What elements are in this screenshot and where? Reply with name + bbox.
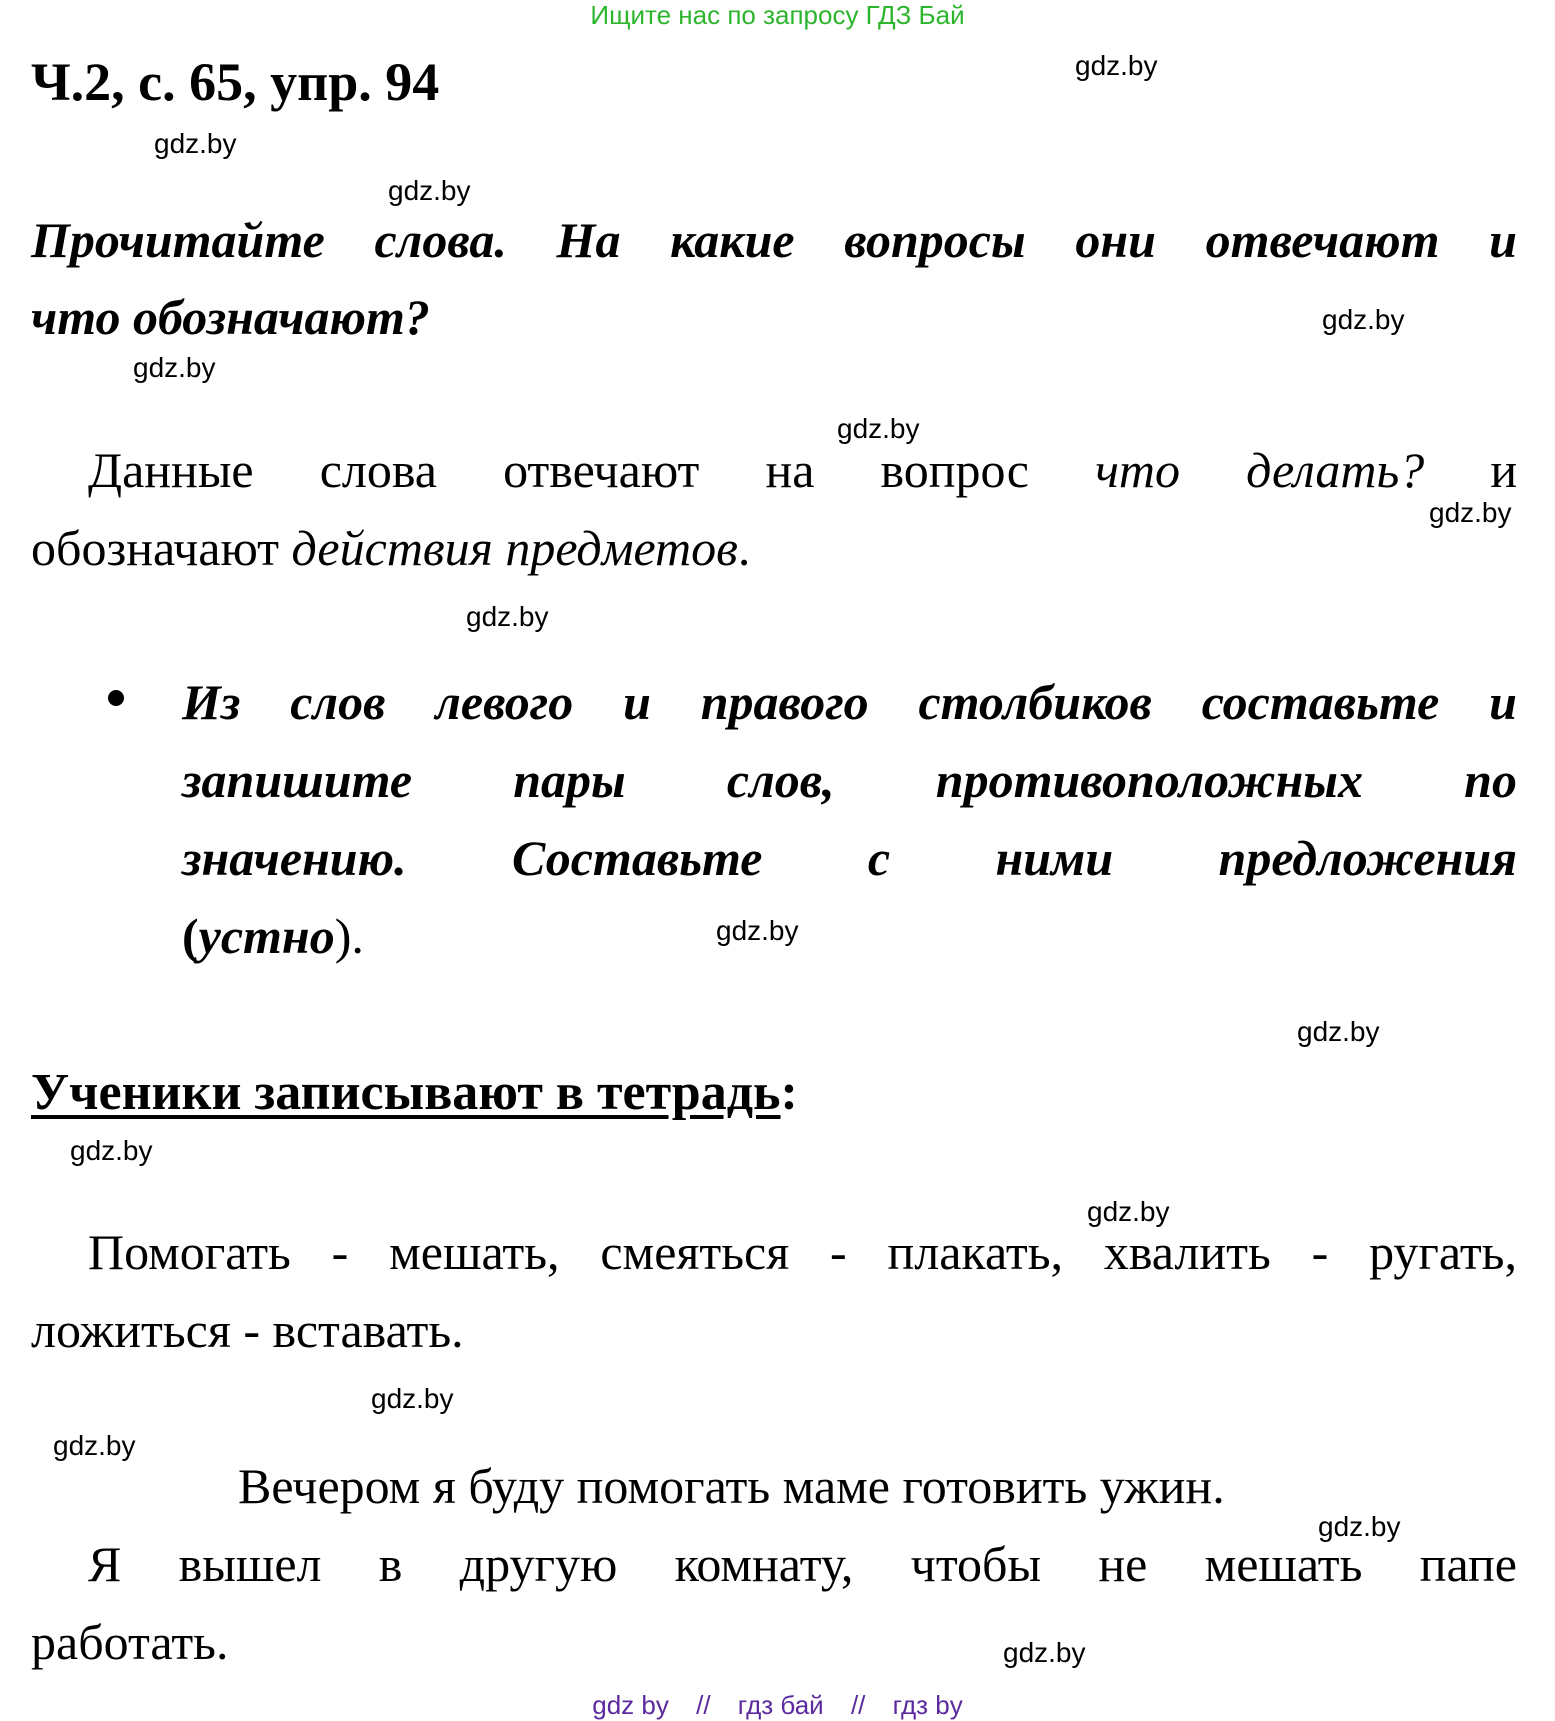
task-line-1: Прочитайте слова. На какие вопросы они отвечают и <box>31 212 1517 268</box>
sentence-1: Вечером я буду помогать маме готовить ужин. <box>238 1458 1225 1514</box>
section-heading <box>31 1062 798 1124</box>
answer-line-2 <box>31 518 750 578</box>
watermark: gdz.by <box>53 1430 136 1461</box>
heading-colon: : <box>780 1064 798 1121</box>
answer-word-italic: делать? <box>1246 442 1425 498</box>
paren-open: ( <box>182 908 199 964</box>
bullet-line-2: запишите пары слов, противоположных по <box>182 752 1517 808</box>
answer-word: отвечают <box>503 442 700 498</box>
answer-plain: обозначают <box>31 520 280 576</box>
paren-close: ). <box>334 908 364 964</box>
answer-word-italic: что <box>1095 442 1181 498</box>
footer-link[interactable]: gdz by <box>592 1690 669 1720</box>
watermark: gdz.by <box>154 128 237 159</box>
watermark: gdz.by <box>388 175 471 206</box>
page-title: Ч.2, с. 65, упр. 94 <box>31 52 440 112</box>
pairs-line-2: ложиться - вставать. <box>31 1302 464 1358</box>
answer-period: . <box>737 520 751 576</box>
watermark: gdz.by <box>133 352 216 383</box>
search-banner: Ищите нас по запросу ГДЗ Бай <box>590 0 965 30</box>
answer-word: Данные <box>88 442 254 498</box>
watermark: gdz.by <box>837 413 920 444</box>
answer-word: и <box>1490 442 1518 498</box>
footer-separator: // <box>696 1690 711 1720</box>
answer-word: на <box>765 442 815 498</box>
answer-line-1 <box>88 440 1517 500</box>
watermark: gdz.by <box>371 1383 454 1414</box>
watermark: gdz.by <box>1297 1016 1380 1047</box>
watermark: gdz.by <box>1429 497 1512 528</box>
sentence-2-line-1: Я вышел в другую комнату, чтобы не мешать папе <box>88 1536 1517 1592</box>
bullet-line-4 <box>182 906 364 966</box>
bullet-line-3: значению. Составьте с ними предложения <box>182 830 1517 886</box>
task-line-2: что обозначают? <box>31 289 430 345</box>
answer-word: слова <box>319 442 437 498</box>
bullet-icon <box>108 690 124 706</box>
answer-word: вопрос <box>880 442 1029 498</box>
watermark: gdz.by <box>1075 50 1158 81</box>
pairs-line-1: Помогать - мешать, смеяться - плакать, хвалить - ругать, <box>88 1224 1517 1280</box>
footer-link[interactable]: гдз by <box>892 1690 963 1720</box>
sentence-2-line-2: работать. <box>31 1614 229 1670</box>
watermark: gdz.by <box>466 601 549 632</box>
watermark: gdz.by <box>1318 1511 1401 1542</box>
watermark: gdz.by <box>1322 304 1405 335</box>
watermark: gdz.by <box>1087 1196 1170 1227</box>
watermark: gdz.by <box>716 915 799 946</box>
watermark: gdz.by <box>70 1135 153 1166</box>
footer-links <box>0 1690 1555 1720</box>
footer-separator: // <box>850 1690 866 1720</box>
bullet-italic-word: устно <box>198 908 335 964</box>
watermark: gdz.by <box>1003 1637 1086 1668</box>
answer-italic: действия предметов <box>291 520 738 576</box>
footer-link[interactable]: гдз бай <box>737 1690 824 1720</box>
bullet-line-1: Из слов левого и правого столбиков составьте и <box>182 674 1517 730</box>
heading-underlined: Ученики записывают в тетрадь <box>31 1064 781 1121</box>
